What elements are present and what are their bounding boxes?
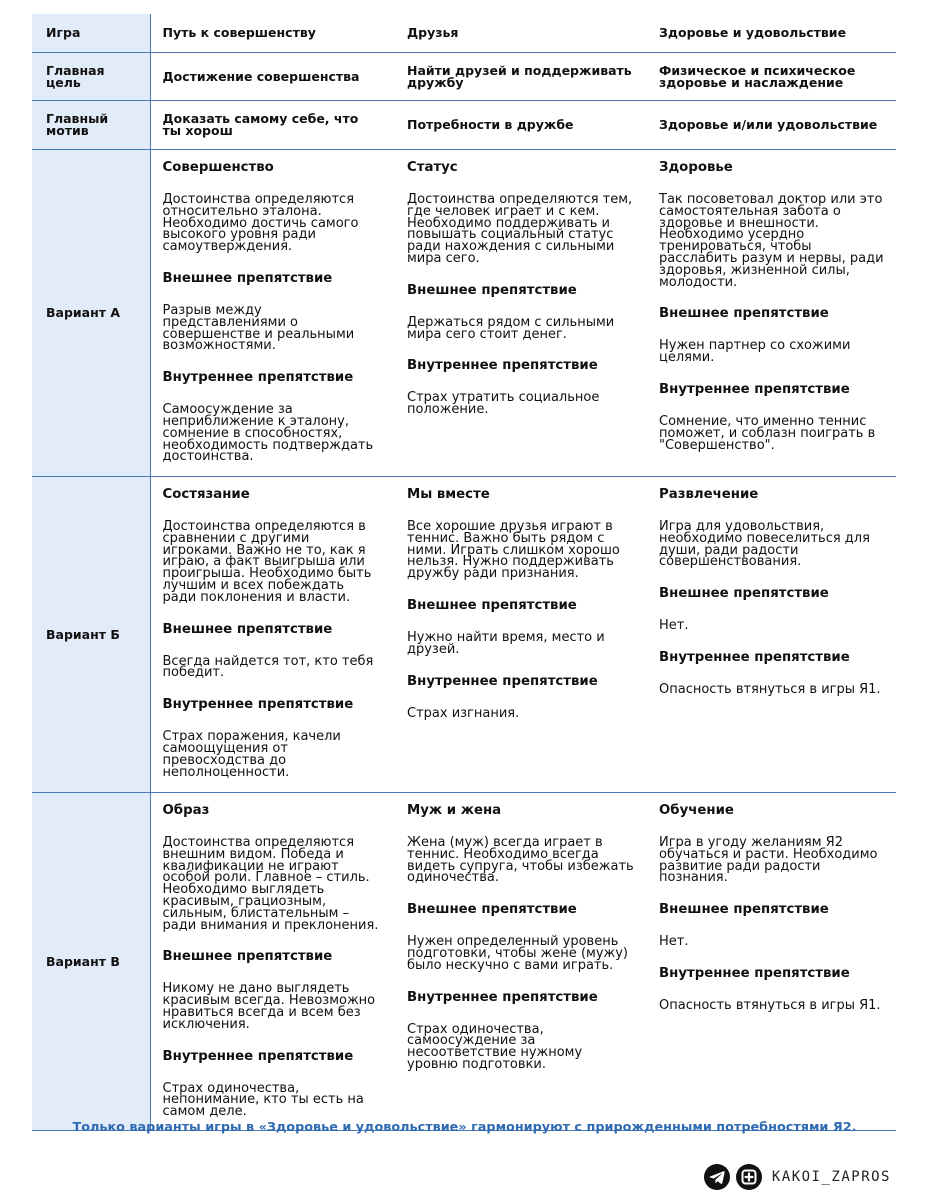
- external-obstacle-text: Разрыв между представлениями о совершенстве и реальными возможностями.: [162, 302, 355, 354]
- cell-title: Статус: [407, 160, 458, 175]
- external-obstacle-label: Внешнее препятствие: [659, 902, 829, 918]
- header-row-label: Игра: [32, 14, 150, 53]
- column-header-friends: Друзья: [407, 25, 459, 40]
- goal-cell: Найти друзей и поддерживать дружбу: [395, 53, 647, 101]
- telegram-icon[interactable]: [704, 1164, 730, 1190]
- header-row: [32, 14, 896, 53]
- external-obstacle-label: Внешнее препятствие: [162, 270, 333, 286]
- internal-obstacle-label: Внутреннее препятствие: [162, 697, 354, 713]
- external-obstacle-text: Нет.: [659, 618, 689, 634]
- goal-row: [32, 53, 896, 101]
- cell-description: Все хорошие друзья играют в теннис. Важно быть рядом с ними. Играть слишком хорошо нельзя. Нужно поддерживать дружбу ради признания.: [407, 519, 620, 582]
- internal-obstacle-label: Внутреннее препятствие: [162, 370, 354, 386]
- internal-obstacle-text: Опасность втянуться в игры Я1.: [659, 997, 881, 1013]
- cell-title: Обучение: [659, 803, 734, 818]
- goal-row-label: Главная цель: [32, 53, 150, 101]
- internal-obstacle-text: Страх одиночества, непонимание, кто ты есть на самом деле.: [162, 1080, 364, 1120]
- internal-obstacle-text: Страх одиночества, самоосуждение за несоответствие нужному уровню подготовки.: [407, 1021, 583, 1072]
- motive-cell: Здоровье и/или удовольствие: [647, 101, 896, 150]
- variant-label: Вариант В: [32, 793, 150, 1131]
- cell-description: Достоинства определяются тем, где человек играет и с кем. Необходимо поддерживать и повышать социальный статус ради нахождения с сильными мира сего.: [407, 192, 633, 266]
- variant-cell: [395, 477, 647, 793]
- cell-description: Достоинства определяются внешним видом. Победа и квалификации не играют особой роли. Главное – стиль. Необходимо выглядеть красивым, грациозным, сильным, блистательным – ради внимания и преклонения.: [162, 835, 379, 933]
- internal-obstacle-label: Внутреннее препятствие: [659, 965, 850, 981]
- column-header-health: Здоровье и удовольствие: [659, 25, 847, 40]
- cell-title: Развлечение: [659, 487, 759, 502]
- external-obstacle-label: Внешнее препятствие: [659, 586, 829, 602]
- variant-cell: [647, 477, 896, 793]
- column-header-perfection: Путь к совершенству: [162, 25, 316, 40]
- variant-cell: [647, 793, 896, 1131]
- external-obstacle-label: Внешнее препятствие: [162, 621, 333, 637]
- external-obstacle-text: Нет.: [659, 934, 689, 950]
- external-obstacle-label: Внешнее препятствие: [407, 902, 577, 918]
- external-obstacle-text: Никому не дано выглядеть красивым всегда. Невозможно нравиться всегда и всем без исключения.: [162, 981, 376, 1032]
- brand-name[interactable]: KAKOI_ZAPROS: [771, 1169, 891, 1185]
- cell-description: Так посоветовал доктор или это самостоятельная забота о здоровье и внешности. Необходимо усердно тренироваться, чтобы расслабить разум и нервы, ради здоровья, жизненной силы, молодости.: [659, 192, 884, 290]
- internal-obstacle-text: Страх изгнания.: [407, 705, 520, 721]
- internal-obstacle-text: Сомнение, что именно теннис поможет, и соблазн поиграть в "Совершенство".: [659, 413, 876, 453]
- comparison-table-wrapper: [32, 14, 896, 1131]
- internal-obstacle-label: Внутреннее препятствие: [659, 381, 850, 397]
- variant-cell: [150, 477, 395, 793]
- variant-cell: [395, 150, 647, 477]
- cell-title: Муж и жена: [407, 803, 502, 818]
- external-obstacle-label: Внешнее препятствие: [407, 597, 577, 613]
- internal-obstacle-label: Внутреннее препятствие: [407, 989, 598, 1005]
- cell-title: Состязание: [162, 487, 250, 502]
- variant-row: [32, 150, 896, 477]
- external-obstacle-label: Внешнее препятствие: [659, 306, 829, 322]
- cell-title: Совершенство: [162, 160, 274, 175]
- variant-label: Вариант А: [32, 150, 150, 477]
- comparison-table: [32, 14, 896, 1131]
- external-obstacle-text: Держаться рядом с сильными мира сего стоит денег.: [407, 314, 615, 342]
- external-obstacle-text: Нужно найти время, место и друзей.: [407, 629, 605, 657]
- external-obstacle-text: Нужен партнер со схожими целями.: [659, 338, 851, 366]
- internal-obstacle-text: Страх утратить социальное положение.: [407, 390, 600, 418]
- variant-cell: [395, 793, 647, 1131]
- variant-row: [32, 477, 896, 793]
- cell-description: Достоинства определяются относительно эталона. Необходимо достичь самого высокого уровня ради самоутверждения.: [162, 192, 359, 255]
- goal-cell: Достижение совершенства: [150, 53, 395, 101]
- variant-cell: [647, 150, 896, 477]
- motive-cell: Доказать самому себе, что ты хорош: [150, 101, 395, 150]
- cell-description: Жена (муж) всегда играет в теннис. Необходимо всегда видеть супруга, чтобы избежать одиночества.: [407, 835, 634, 886]
- motive-cell: Потребности в дружбе: [395, 101, 647, 150]
- brand-signature[interactable]: [704, 1163, 891, 1191]
- variant-cell: [150, 793, 395, 1131]
- motive-row-label: Главный мотив: [32, 101, 150, 150]
- internal-obstacle-label: Внутреннее препятствие: [407, 673, 598, 689]
- variant-row: [32, 793, 896, 1131]
- cell-description: Достоинства определяются в сравнении с другими игроками. Важно не то, как я играю, а факт выигрыша или проигрыша. Необходимо быть лучшим и всех побеждать ради поклонения и власти.: [162, 519, 372, 605]
- internal-obstacle-label: Внутреннее препятствие: [407, 358, 598, 374]
- internal-obstacle-text: Самоосуждение за неприближение к эталону, сомнение в способностях, необходимость подтверждать достоинства.: [162, 402, 374, 465]
- footer-note: Только варианты игры в «Здоровье и удовольствие» гармонируют с прирожденными потребностями Я2.: [72, 1120, 857, 1135]
- cell-description: Игра в угоду желаниям Я2 обучаться и расти. Необходимо развитие ради радости познания.: [659, 835, 878, 886]
- cell-title: Здоровье: [659, 160, 733, 175]
- internal-obstacle-label: Внутреннее препятствие: [162, 1048, 354, 1064]
- external-obstacle-text: Нужен определенный уровень подготовки, чтобы жене (мужу) было нескучно с вами играть.: [407, 934, 628, 973]
- motive-row: [32, 101, 896, 150]
- internal-obstacle-text: Опасность втянуться в игры Я1.: [659, 681, 881, 697]
- external-obstacle-label: Внешнее препятствие: [162, 949, 333, 965]
- goal-cell: Физическое и психическое здоровье и наслаждение: [647, 53, 896, 101]
- cell-description: Игра для удовольствия, необходимо повеселиться для души, ради радости совершенствования.: [659, 519, 870, 570]
- external-obstacle-text: Всегда найдется тот, кто тебя победит.: [162, 653, 374, 681]
- external-obstacle-label: Внешнее препятствие: [407, 282, 577, 298]
- internal-obstacle-text: Страх поражения, качели самоощущения от превосходства до неполноценности.: [162, 729, 341, 780]
- plus-box-icon[interactable]: [736, 1164, 762, 1190]
- variant-label: Вариант Б: [32, 477, 150, 793]
- cell-title: Образ: [162, 803, 210, 818]
- cell-title: Мы вместе: [407, 487, 490, 502]
- variant-cell: [150, 150, 395, 477]
- internal-obstacle-label: Внутреннее препятствие: [659, 649, 850, 665]
